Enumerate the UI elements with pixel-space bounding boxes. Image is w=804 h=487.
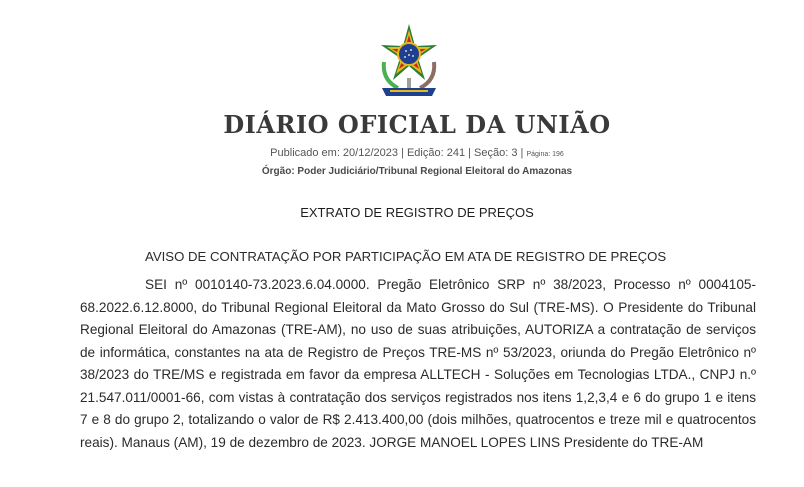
page-number: Página: 196 [526, 151, 564, 158]
notice-heading: AVISO DE CONTRATAÇÃO POR PARTICIPAÇÃO EM ATA DE REGISTRO DE PREÇOS [145, 249, 667, 264]
page-title: DIÁRIO OFICIAL DA UNIÃO [223, 110, 611, 139]
publication-info [0, 147, 804, 159]
orgao-info [0, 166, 804, 177]
document-title: EXTRATO DE REGISTRO DE PREÇOS [300, 205, 534, 220]
publication-details: Publicado em: 20/12/2023 | Edição: 241 | Seção: 3 | [270, 147, 524, 159]
brazil-coat-of-arms-icon [376, 22, 442, 100]
document-body: SEI nº 0010140-73.2023.6.04.0000. Pregão Eletrônico SRP nº 38/2023, Processo nº 0004105-68.2022.6.12.8000, do Tribunal Regional Eleitoral da Mato Grosso do Sul (TRE-MS). O Presidente do Tribunal Regional Eleitoral do Amazonas (TRE-AM), no uso de suas atribuições, AUTORIZA a contratação de serviços de informática, constantes na ata de Registro de Preços TRE-MS nº 53/2023, oriunda do Pregão Eletrônico nº 38/2023 do TRE/MS e registrada em favor da empresa ALLTECH - Soluções em Tecnologias LTDA., CNPJ n.º 21.547.011/0001-66, com vistas à contratação dos serviços registrados nos itens 1,2,3,4 e 6 do grupo 1 e itens 7 e 8 do grupo 2, totalizando o valor de R$ 2.413.400,00 (dois milhões, quatrocentos e treze mil e quatrocentos reais). Manaus (AM), 19 de dezembro de 2023. JORGE MANOEL LOPES LINS Presidente do TRE-AM [80, 277, 756, 450]
orgao-label: Órgão: Poder Judiciário/Tribunal Regional Eleitoral do Amazonas [261, 166, 573, 177]
